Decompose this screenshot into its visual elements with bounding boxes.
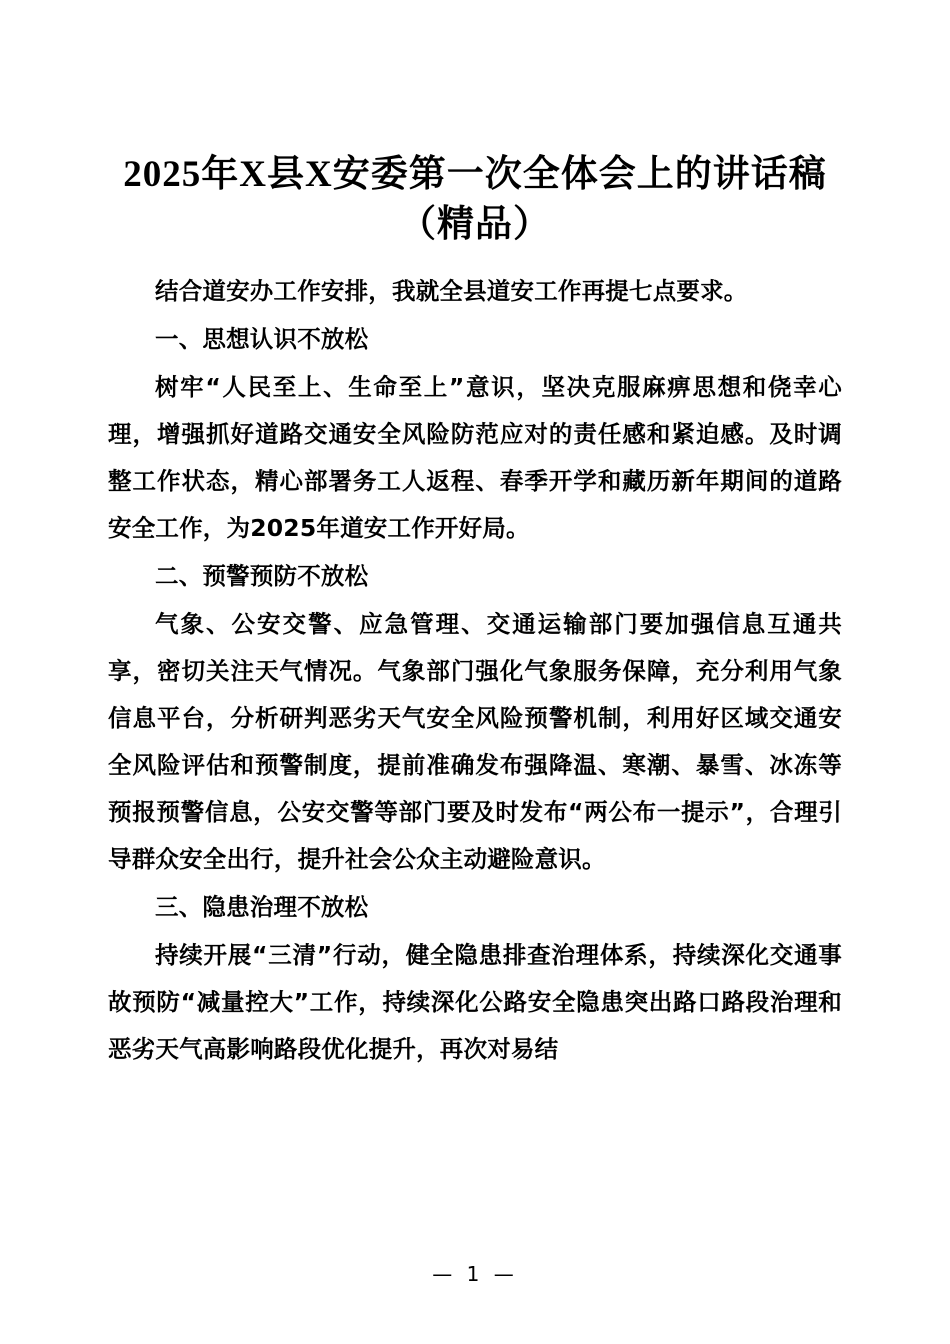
paragraph-section-2: 气象、公安交警、应急管理、交通运输部门要加强信息互通共享，密切关注天气情况。气象部门强化气象服务保障，充分利用气象信息平台，分析研判恶劣天气安全风险预警机制，利用好区域交通安全风险评估和预警制度，提前准确发布强降温、寒潮、暴雪、冰冻等预报预警信息，公安交警等部门要及时发布“两公布一提示”，合理引导群众安全出行，提升社会公众主动避险意识。 (108, 610, 842, 873)
section-heading-2: 二、预警预防不放松 (155, 562, 369, 590)
paragraph-intro: 结合道安办工作安排，我就全县道安工作再提七点要求。 (155, 277, 748, 305)
paragraph-section-1: 树牢“人民至上、生命至上”意识，坚决克服麻痹思想和侥幸心理，增强抓好道路交通安全风险防范应对的责任感和紧迫感。及时调整工作状态，精心部署务工人返程、春季开学和藏历新年期间的道路安全工作，为2025年道安工作开好局。 (108, 373, 842, 542)
paragraph-section-3: 持续开展“三清”行动，健全隐患排查治理体系，持续深化交通事故预防“减量控大”工作，持续深化公路安全隐患突出路口路段治理和恶劣天气高影响路段优化提升，再次对易结 (108, 941, 842, 1063)
page-number: — 1 — (432, 1262, 518, 1286)
page-title: 2025年X县X安委第一次全体会上的讲话稿（精品） (123, 154, 827, 245)
section-heading-1: 一、思想认识不放松 (155, 325, 369, 353)
section-heading-3: 三、隐患治理不放松 (155, 893, 369, 921)
